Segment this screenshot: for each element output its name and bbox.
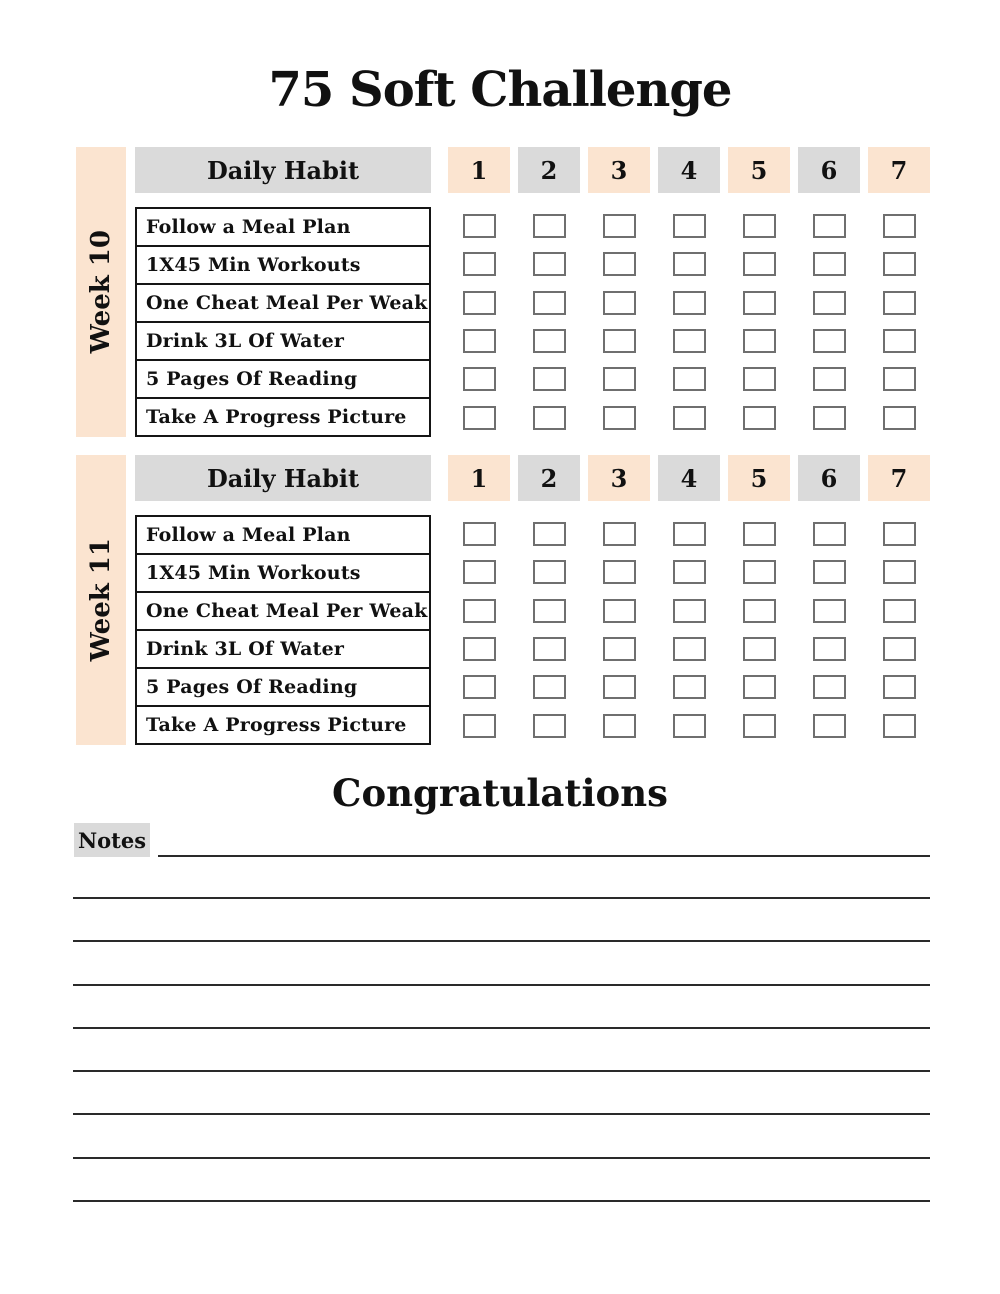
habit-checkbox[interactable] (743, 522, 776, 546)
checkbox-cell (658, 592, 720, 630)
checkbox-cell (868, 668, 930, 706)
day-header-3: 3 (588, 147, 650, 193)
week-11-label: Week 11 (86, 538, 116, 662)
habit-checkbox[interactable] (463, 291, 496, 315)
checkbox-cell (658, 399, 720, 437)
checkbox-cell (728, 668, 790, 706)
habit-row (137, 397, 429, 435)
habit-checkbox[interactable] (463, 599, 496, 623)
checkbox-cell (728, 207, 790, 245)
day-header-1: 1 (448, 455, 510, 501)
checkbox-cell (448, 630, 510, 668)
week-11-body (135, 515, 930, 745)
habit-checkbox[interactable] (533, 714, 566, 738)
habit-checkbox[interactable] (603, 252, 636, 276)
habit-label: Take A Progress Picture (146, 714, 407, 736)
habit-checkbox[interactable] (673, 214, 706, 238)
checkbox-cell (588, 207, 650, 245)
checkbox-cell (728, 630, 790, 668)
day-header-7: 7 (868, 455, 930, 501)
habit-row (137, 359, 429, 397)
habit-checkbox[interactable] (813, 367, 846, 391)
week-10-header-row (135, 147, 930, 193)
habit-checkbox[interactable] (533, 252, 566, 276)
habit-checkbox[interactable] (603, 560, 636, 584)
page-title: 75 Soft Challenge (268, 62, 732, 118)
habit-checkbox[interactable] (463, 367, 496, 391)
habit-checkbox[interactable] (883, 291, 916, 315)
checkbox-cell (868, 592, 930, 630)
habit-checkbox[interactable] (533, 291, 566, 315)
habit-checkbox[interactable] (883, 560, 916, 584)
habit-checkbox[interactable] (743, 406, 776, 430)
checkbox-cell (518, 553, 580, 591)
checkbox-cell (868, 553, 930, 591)
checkbox-cell (588, 592, 650, 630)
checkbox-cell (658, 284, 720, 322)
habit-checkbox[interactable] (533, 560, 566, 584)
day-header-4: 4 (658, 455, 720, 501)
habit-checkbox[interactable] (533, 522, 566, 546)
habit-checkbox[interactable] (603, 637, 636, 661)
day-number-headers (448, 147, 930, 193)
checkbox-cell (518, 207, 580, 245)
habit-checkbox[interactable] (463, 214, 496, 238)
checkbox-cell (518, 592, 580, 630)
day-header-3: 3 (588, 455, 650, 501)
checkbox-grid (448, 515, 930, 745)
habit-checkbox[interactable] (813, 560, 846, 584)
habit-checkbox[interactable] (813, 291, 846, 315)
checkbox-cell (518, 707, 580, 745)
habit-checkbox[interactable] (673, 714, 706, 738)
checkbox-cell (588, 284, 650, 322)
checkbox-cell (448, 592, 510, 630)
notes-label: Notes (74, 823, 150, 857)
checkbox-cell (658, 245, 720, 283)
habit-checkbox[interactable] (743, 560, 776, 584)
habit-label: 5 Pages Of Reading (146, 676, 358, 698)
checkbox-cell (588, 245, 650, 283)
note-line[interactable] (73, 940, 930, 942)
habit-checkbox[interactable] (813, 406, 846, 430)
checkbox-cell (518, 360, 580, 398)
checkbox-cell (448, 515, 510, 553)
checkbox-cell (588, 399, 650, 437)
habit-row (137, 283, 429, 321)
checkbox-cell (728, 592, 790, 630)
checkbox-cell (728, 322, 790, 360)
checkbox-cell (448, 668, 510, 706)
habit-row (137, 245, 429, 283)
habit-row (137, 209, 429, 245)
habit-label: 1X45 Min Workouts (146, 562, 361, 584)
habit-checkbox[interactable] (743, 637, 776, 661)
habit-row (137, 553, 429, 591)
checkbox-cell (868, 399, 930, 437)
habit-row (137, 517, 429, 553)
habit-checkbox[interactable] (463, 329, 496, 353)
habit-label: Take A Progress Picture (146, 406, 407, 428)
checkbox-cell (448, 553, 510, 591)
checkbox-cell (518, 668, 580, 706)
habit-label: One Cheat Meal Per Weak (146, 292, 428, 314)
note-line[interactable] (73, 984, 930, 986)
checkbox-cell (728, 707, 790, 745)
habit-label: 5 Pages Of Reading (146, 368, 358, 390)
habit-checkbox[interactable] (463, 252, 496, 276)
habit-checkbox[interactable] (673, 560, 706, 584)
habit-checkbox[interactable] (603, 714, 636, 738)
checkbox-cell (588, 630, 650, 668)
checkbox-cell (448, 707, 510, 745)
habit-checkbox[interactable] (743, 675, 776, 699)
checkbox-cell (518, 515, 580, 553)
day-header-5: 5 (728, 455, 790, 501)
week-10-content (135, 147, 930, 437)
habit-checkbox[interactable] (813, 522, 846, 546)
checkbox-cell (588, 553, 650, 591)
checkbox-cell (798, 284, 860, 322)
checkbox-cell (588, 707, 650, 745)
checkbox-cell (728, 399, 790, 437)
day-header-2: 2 (518, 147, 580, 193)
checkbox-cell (728, 360, 790, 398)
habit-checkbox[interactable] (883, 252, 916, 276)
week-10-label: Week 10 (86, 230, 116, 354)
habit-checkbox[interactable] (883, 522, 916, 546)
habit-checkbox[interactable] (883, 599, 916, 623)
note-line[interactable] (73, 897, 930, 899)
habit-checkbox[interactable] (883, 214, 916, 238)
habit-checkbox[interactable] (533, 329, 566, 353)
checkbox-cell (868, 707, 930, 745)
checkbox-cell (798, 592, 860, 630)
habit-checkbox[interactable] (603, 291, 636, 315)
checkbox-cell (798, 360, 860, 398)
checkbox-cell (868, 284, 930, 322)
habit-checkbox[interactable] (813, 637, 846, 661)
habit-checkbox[interactable] (533, 406, 566, 430)
checkbox-cell (798, 207, 860, 245)
checkbox-cell (448, 245, 510, 283)
checkbox-cell (798, 630, 860, 668)
notes-ruled-area (73, 897, 930, 1243)
checkbox-cell (798, 553, 860, 591)
habit-checkbox[interactable] (883, 637, 916, 661)
week-10-body (135, 207, 930, 437)
habit-checkbox[interactable] (883, 675, 916, 699)
habit-row (137, 629, 429, 667)
habit-checkbox[interactable] (673, 599, 706, 623)
checkbox-cell (448, 284, 510, 322)
note-line[interactable] (73, 1200, 930, 1202)
checkbox-cell (448, 360, 510, 398)
week-10-section (76, 147, 930, 437)
habit-checkbox[interactable] (463, 675, 496, 699)
day-header-4: 4 (658, 147, 720, 193)
habit-row (137, 321, 429, 359)
habit-checkbox[interactable] (883, 406, 916, 430)
checkbox-cell (448, 399, 510, 437)
checkbox-cell (658, 630, 720, 668)
daily-habit-header: Daily Habit (135, 147, 431, 193)
habit-checkbox[interactable] (603, 599, 636, 623)
habit-checkbox[interactable] (603, 367, 636, 391)
week-11-strip (76, 455, 126, 745)
checkbox-cell (658, 515, 720, 553)
habit-checkbox[interactable] (673, 252, 706, 276)
habit-row (137, 591, 429, 629)
checkbox-cell (798, 668, 860, 706)
habit-checkbox[interactable] (463, 522, 496, 546)
checkbox-cell (658, 668, 720, 706)
checkbox-cell (518, 630, 580, 668)
habit-checkbox[interactable] (533, 367, 566, 391)
day-header-2: 2 (518, 455, 580, 501)
habit-checkbox[interactable] (533, 214, 566, 238)
checkbox-cell (728, 245, 790, 283)
habit-checkbox[interactable] (673, 406, 706, 430)
checkbox-cell (518, 284, 580, 322)
checkbox-cell (658, 207, 720, 245)
congratulations-heading: Congratulations (332, 771, 668, 815)
habit-checkbox[interactable] (533, 675, 566, 699)
habit-checkbox[interactable] (743, 599, 776, 623)
habit-checkbox[interactable] (743, 252, 776, 276)
habit-checkbox[interactable] (743, 291, 776, 315)
habit-checkbox[interactable] (533, 599, 566, 623)
checkbox-cell (728, 284, 790, 322)
day-header-6: 6 (798, 455, 860, 501)
day-number-headers (448, 455, 930, 501)
habit-checkbox[interactable] (463, 714, 496, 738)
note-line[interactable] (73, 1070, 930, 1072)
habit-label: 1X45 Min Workouts (146, 254, 361, 276)
checkbox-cell (798, 322, 860, 360)
checkbox-cell (658, 707, 720, 745)
habit-checkbox[interactable] (603, 522, 636, 546)
checkbox-cell (798, 515, 860, 553)
habit-checkbox[interactable] (463, 560, 496, 584)
checkbox-cell (868, 207, 930, 245)
habit-checkbox[interactable] (813, 714, 846, 738)
note-line[interactable] (73, 1113, 930, 1115)
habit-table (135, 207, 431, 437)
checkbox-grid (448, 207, 930, 437)
habit-checkbox[interactable] (883, 329, 916, 353)
habit-label: Follow a Meal Plan (146, 216, 351, 238)
checkbox-cell (868, 245, 930, 283)
week-11-header-row (135, 455, 930, 501)
checkbox-cell (518, 245, 580, 283)
checkbox-cell (868, 630, 930, 668)
checkbox-cell (868, 322, 930, 360)
habit-checkbox[interactable] (673, 675, 706, 699)
habit-label: Drink 3L Of Water (146, 330, 345, 352)
checkbox-cell (798, 399, 860, 437)
habit-label: Drink 3L Of Water (146, 638, 345, 660)
day-header-6: 6 (798, 147, 860, 193)
checkbox-cell (448, 207, 510, 245)
notes-write-line[interactable] (158, 855, 930, 857)
habit-checkbox[interactable] (673, 367, 706, 391)
checkbox-cell (798, 245, 860, 283)
habit-row (137, 667, 429, 705)
habit-table (135, 515, 431, 745)
week-10-strip (76, 147, 126, 437)
habit-checkbox[interactable] (533, 637, 566, 661)
checkbox-cell (868, 360, 930, 398)
habit-checkbox[interactable] (813, 329, 846, 353)
checkbox-cell (518, 322, 580, 360)
day-header-7: 7 (868, 147, 930, 193)
week-11-section (76, 455, 930, 745)
habit-row (137, 705, 429, 743)
habit-checkbox[interactable] (813, 252, 846, 276)
habit-label: Follow a Meal Plan (146, 524, 351, 546)
checkbox-cell (518, 399, 580, 437)
habit-checkbox[interactable] (813, 214, 846, 238)
day-header-1: 1 (448, 147, 510, 193)
checkbox-cell (588, 322, 650, 360)
habit-checkbox[interactable] (603, 675, 636, 699)
habit-checkbox[interactable] (463, 406, 496, 430)
habit-checkbox[interactable] (743, 329, 776, 353)
note-line[interactable] (73, 1027, 930, 1029)
checkbox-cell (658, 322, 720, 360)
habit-checkbox[interactable] (463, 637, 496, 661)
habit-checkbox[interactable] (883, 367, 916, 391)
habit-checkbox[interactable] (673, 329, 706, 353)
daily-habit-header: Daily Habit (135, 455, 431, 501)
habit-checkbox[interactable] (743, 367, 776, 391)
habit-checkbox[interactable] (603, 329, 636, 353)
habit-label: One Cheat Meal Per Weak (146, 600, 428, 622)
checkbox-cell (588, 360, 650, 398)
checkbox-cell (588, 668, 650, 706)
day-header-5: 5 (728, 147, 790, 193)
habit-checkbox[interactable] (673, 291, 706, 315)
checkbox-cell (728, 553, 790, 591)
checkbox-cell (588, 515, 650, 553)
habit-checkbox[interactable] (603, 406, 636, 430)
checkbox-cell (658, 553, 720, 591)
habit-checkbox[interactable] (813, 675, 846, 699)
checkbox-cell (658, 360, 720, 398)
habit-checkbox[interactable] (883, 714, 916, 738)
week-11-content (135, 455, 930, 745)
checkbox-cell (728, 515, 790, 553)
habit-checkbox[interactable] (673, 522, 706, 546)
habit-checkbox[interactable] (603, 214, 636, 238)
habit-checkbox[interactable] (673, 637, 706, 661)
checkbox-cell (798, 707, 860, 745)
checkbox-cell (868, 515, 930, 553)
checkbox-cell (448, 322, 510, 360)
habit-checkbox[interactable] (743, 214, 776, 238)
habit-checkbox[interactable] (813, 599, 846, 623)
note-line[interactable] (73, 1157, 930, 1159)
habit-checkbox[interactable] (743, 714, 776, 738)
